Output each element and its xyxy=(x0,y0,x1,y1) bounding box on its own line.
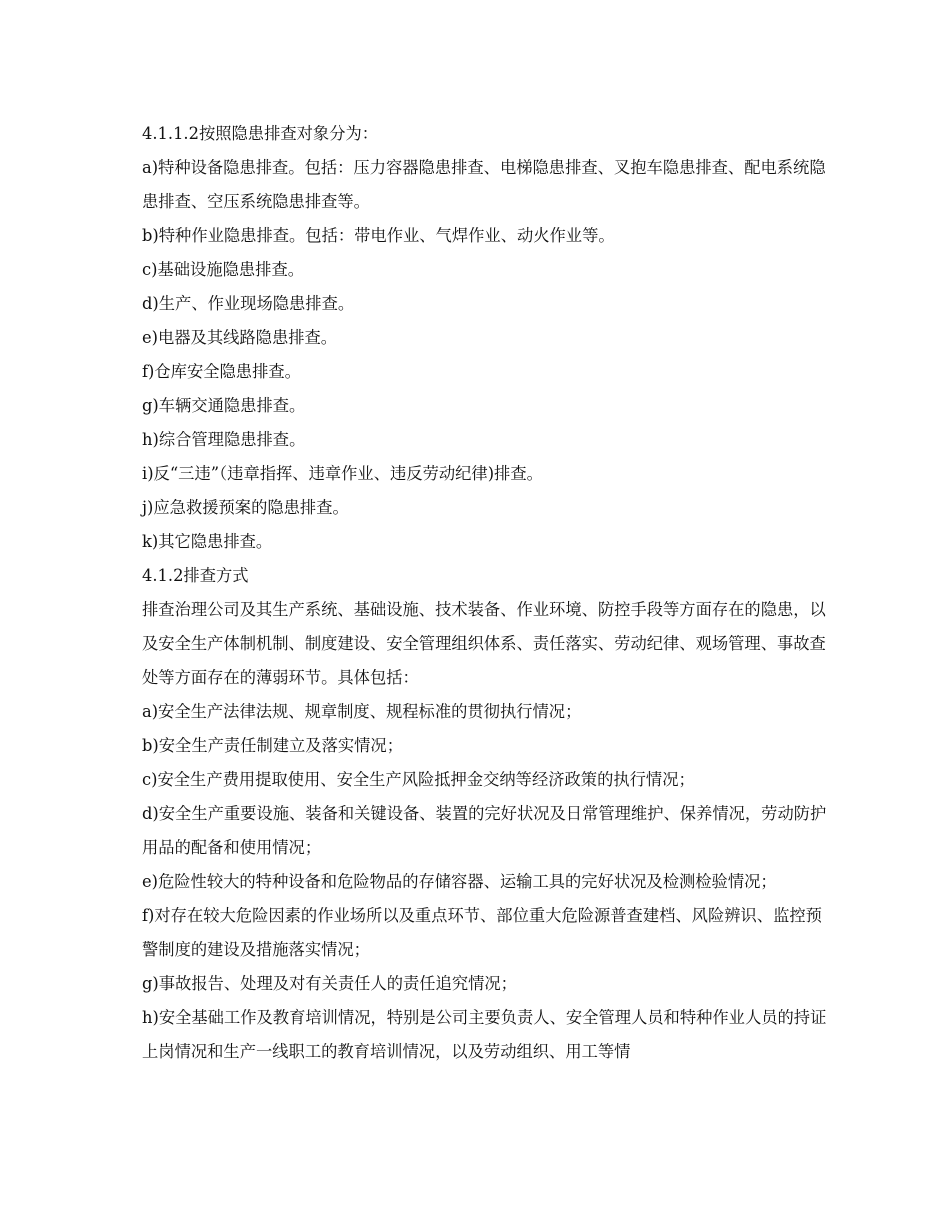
list-item-e-electrical: e)电器及其线路隐患排查。 xyxy=(142,328,338,347)
list-item-d-key-equipment: d)安全生产重要设施、装备和关键设备、装置的完好状况及日常管理维护、保养情况，劳动防护用品的配备和使用情况； xyxy=(142,804,827,857)
list-item-b-responsibility-system: b)安全生产责任制建立及落实情况； xyxy=(142,736,403,755)
list-item-a-special-equipment: a)特种设备隐患排查。包括：压力容器隐患排查、电梯隐患排查、叉抱车隐患排查、配电系统隐患排查、空压系统隐患排查等。 xyxy=(142,158,826,211)
list-item-d-worksite: d)生产、作业现场隐患排查。 xyxy=(142,294,355,313)
list-item-i-three-violations: i)反“三违”（违章指挥、违章作业、违反劳动纪律)排查。 xyxy=(142,464,543,483)
list-item-e-hazardous-containers: e)危险性较大的特种设备和危险物品的存储容器、运输工具的完好状况及检测检验情况； xyxy=(142,872,777,891)
document-body xyxy=(142,117,832,1069)
list-item-a-laws-regulations: a)安全生产法律法规、规章制度、规程标准的贯彻执行情况； xyxy=(142,702,582,721)
list-item-k-other: k)其它隐患排查。 xyxy=(142,532,273,551)
list-item-c-safety-funding: c)安全生产费用提取使用、安全生产风险抵押金交纳等经济政策的执行情况； xyxy=(142,770,695,789)
list-item-j-emergency-plan: j)应急救援预案的隐患排查。 xyxy=(142,498,349,517)
list-item-h-training: h)安全基础工作及教育培训情况，特别是公司主要负责人、安全管理人员和特种作业人员的持证上岗情况和生产一线职工的教育培训情况，以及劳动组织、用工等情 xyxy=(142,1008,827,1061)
section-heading-4-1-2: 4.1.2排查方式 xyxy=(142,566,249,585)
list-item-g-accident-reporting: g)事故报告、处理及对有关责任人的责任追究情况； xyxy=(142,974,517,993)
list-item-c-infrastructure: c)基础设施隐患排查。 xyxy=(142,260,305,279)
list-item-f-warehouse: f)仓库安全隐患排查。 xyxy=(142,362,301,381)
section-heading-4-1-1-2: 4.1.1.2按照隐患排查对象分为： xyxy=(142,124,379,143)
section-intro-paragraph: 排查治理公司及其生产系统、基础设施、技术装备、作业环境、防控手段等方面存在的隐患，以及安全生产体制机制、制度建设、安全管理组织体系、责任落实、劳动纪律、观场管理、事故查处等方面存在的薄弱环节。具体包括： xyxy=(142,600,826,687)
list-item-g-vehicles: g)车辆交通隐患排查。 xyxy=(142,396,306,415)
list-item-h-management: h)综合管理隐患排查。 xyxy=(142,430,306,449)
list-item-f-major-hazards: f)对存在较大危险因素的作业场所以及重点环节、部位重大危险源普查建档、风险辨识、监控预警制度的建设及措施落实情况； xyxy=(142,906,822,959)
list-item-b-special-operations: b)特种作业隐患排查。包括：带电作业、气焊作业、动火作业等。 xyxy=(142,226,615,245)
